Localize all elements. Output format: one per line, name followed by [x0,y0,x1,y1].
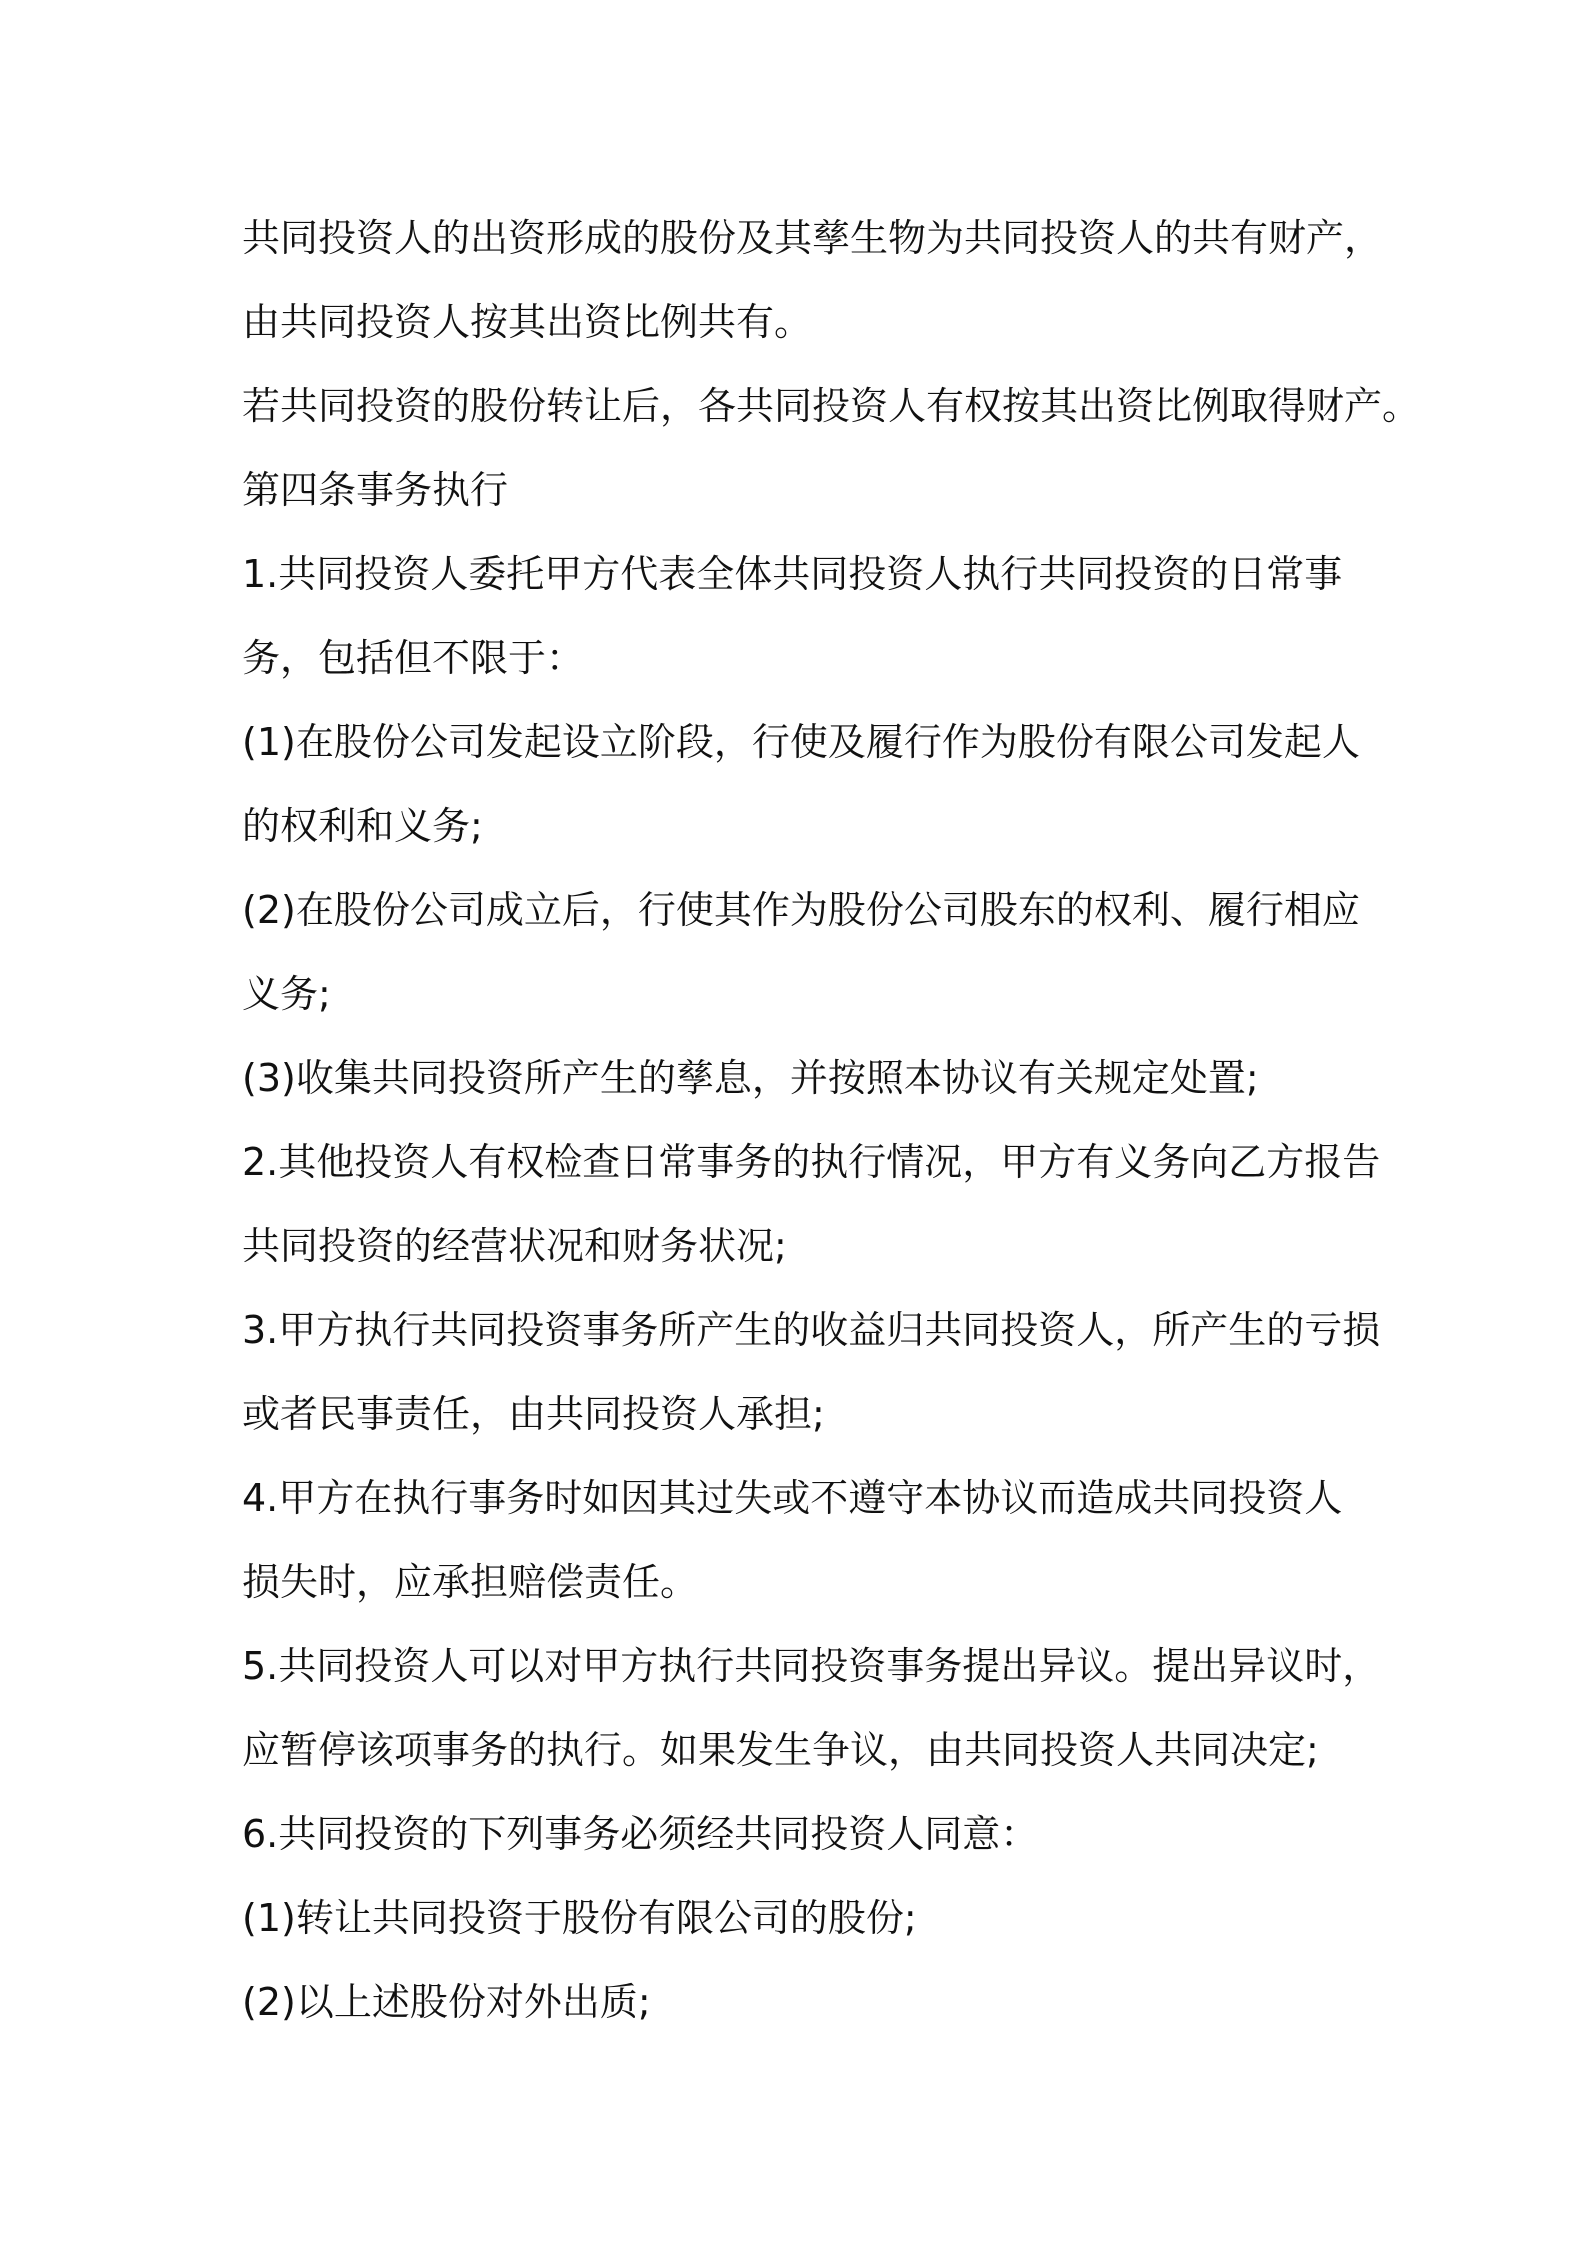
text-line: 义务; [242,972,331,1016]
text-line: 损失时，应承担赔偿责任。 [242,1560,699,1604]
text-line: 1.共同投资人委托甲方代表全体共同投资人执行共同投资的日常事 [242,552,1343,596]
text-line: (3)收集共同投资所产生的孳息，并按照本协议有关规定处置; [242,1056,1259,1100]
text-line: 应暂停该项事务的执行。如果发生争议，由共同投资人共同决定; [242,1728,1319,1772]
text-line: 共同投资的经营状况和财务状况; [242,1224,787,1268]
document-body [242,196,1482,2044]
text-line: 2.其他投资人有权检查日常事务的执行情况，甲方有义务向乙方报告 [242,1140,1381,1184]
text-line: 务，包括但不限于： [242,636,585,680]
section-heading: 第四条事务执行 [242,468,509,512]
text-line: (1)转让共同投资于股份有限公司的股份; [242,1896,917,1940]
text-line: 5.共同投资人可以对甲方执行共同投资事务提出异议。提出异议时， [242,1644,1381,1688]
text-line: 或者民事责任，由共同投资人承担; [242,1392,825,1436]
text-line: 由共同投资人按其出资比例共有。 [242,300,813,344]
text-line: (2)以上述股份对外出质; [242,1980,651,2024]
text-line: (2)在股份公司成立后，行使其作为股份公司股东的权利、履行相应 [242,888,1360,932]
text-line: 的权利和义务; [242,804,483,848]
text-line: (1)在股份公司发起设立阶段，行使及履行作为股份有限公司发起人 [242,720,1360,764]
text-line: 共同投资人的出资形成的股份及其孳生物为共同投资人的共有财产， [242,216,1383,260]
text-line: 4.甲方在执行事务时如因其过失或不遵守本协议而造成共同投资人 [242,1476,1343,1520]
text-line: 若共同投资的股份转让后，各共同投资人有权按其出资比例取得财产。 [242,384,1421,428]
text-line: 6.共同投资的下列事务必须经共同投资人同意： [242,1812,1039,1856]
text-line: 3.甲方执行共同投资事务所产生的收益归共同投资人，所产生的亏损 [242,1308,1381,1352]
